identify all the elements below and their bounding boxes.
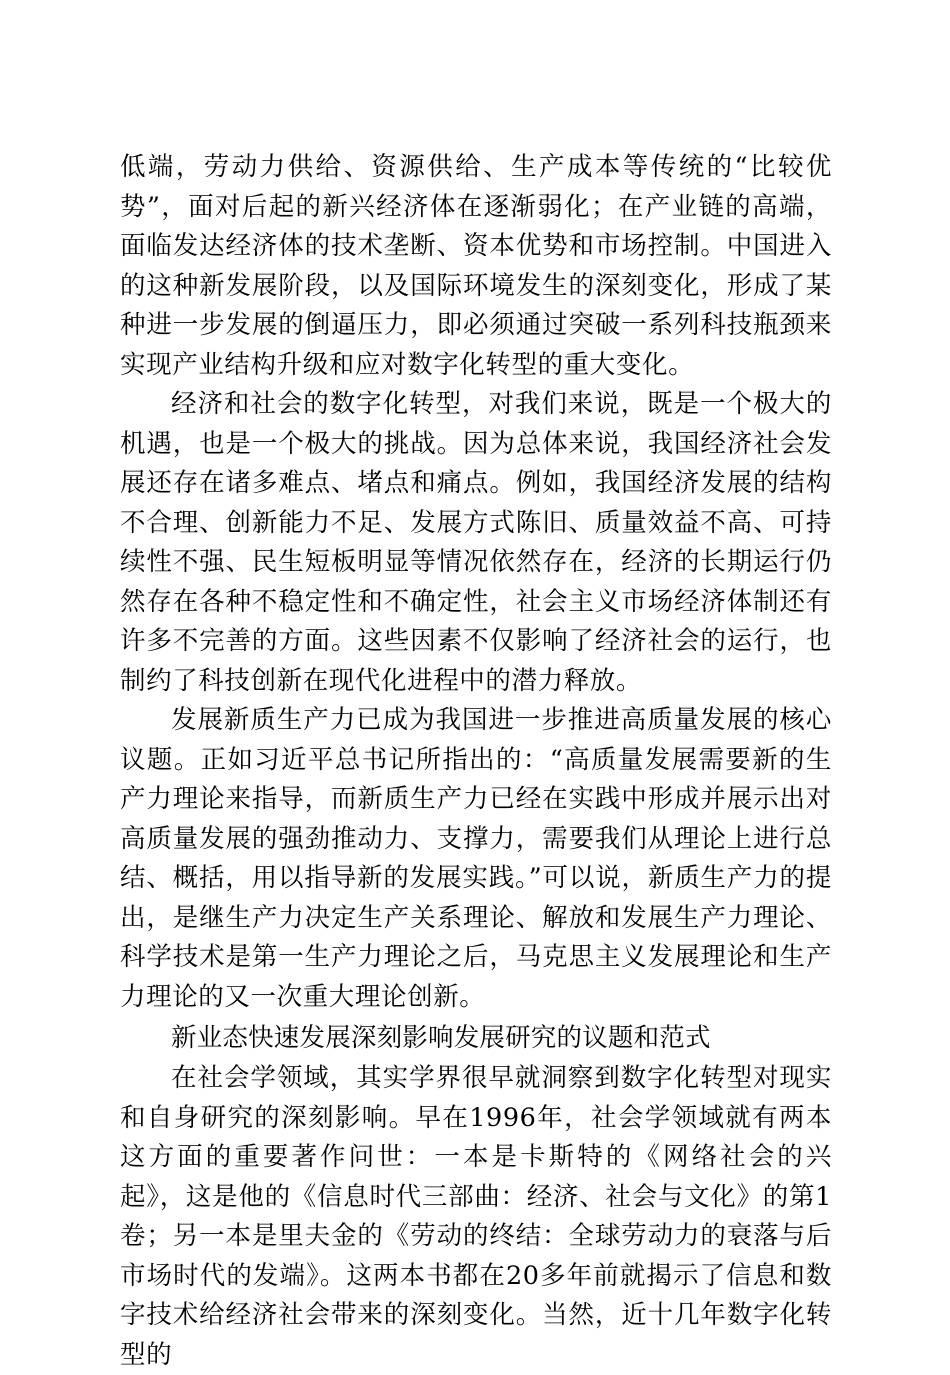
paragraph-continuation: 低端，劳动力供给、资源供给、生产成本等传统的“比较优势”，面对后起的新兴经济体在逐渐弱化；在产业链的高端，面临发达经济体的技术垄断、资本优势和市场控制。中国进入的这种新发展阶段，以及国际环境发生的深刻变化，形成了某种进一步发展的倒逼压力，即必须通过突破一系列科技瓶颈来实现产业结构升级和应对数字化转型的重大变化。: [120, 152, 832, 380]
paragraph-sociology: 在社会学领域，其实学界很早就洞察到数字化转型对现实和自身研究的深刻影响。早在1996年，社会学领域就有两本这方面的重要著作问世：一本是卡斯特的《网络社会的兴起》，这是他的《信息时代三部曲：经济、社会与文化》的第1卷；另一本是里夫金的《劳动的终结：全球劳动力的衰落与后市场时代的发端》。这两本书都在20多年前就揭示了信息和数字技术给经济社会带来的深刻变化。当然，近十几年数字化转型的: [120, 1063, 832, 1370]
section-heading: 新业态快速发展深刻影响发展研究的议题和范式: [171, 1023, 711, 1053]
document-body: [120, 148, 832, 1375]
paragraph-new-productivity: 发展新质生产力已成为我国进一步推进高质量发展的核心议题。正如习近平总书记所指出的：“高质量发展需要新的生产力理论来指导，而新质生产力已经在实践中形成并展示出对高质量发展的强劲推动力、支撑力，需要我们从理论上进行总结、概括，用以指导新的发展实践。”可以说，新质生产力的提出，是继生产力决定生产关系理论、解放和发展生产力理论、科学技术是第一生产力理论之后，马克思主义发展理论和生产力理论的又一次重大理论创新。: [120, 705, 832, 1012]
paragraph-digital-transformation: 经济和社会的数字化转型，对我们来说，既是一个极大的机遇，也是一个极大的挑战。因为总体来说，我国经济社会发展还存在诸多难点、堵点和痛点。例如，我国经济发展的结构不合理、创新能力不足、发展方式陈旧、质量效益不高、可持续性不强、民生短板明显等情况依然存在，经济的长期运行仍然存在各种不稳定性和不确定性，社会主义市场经济体制还有许多不完善的方面。这些因素不仅影响了经济社会的运行，也制约了科技创新在现代化进程中的潜力释放。: [120, 389, 832, 696]
